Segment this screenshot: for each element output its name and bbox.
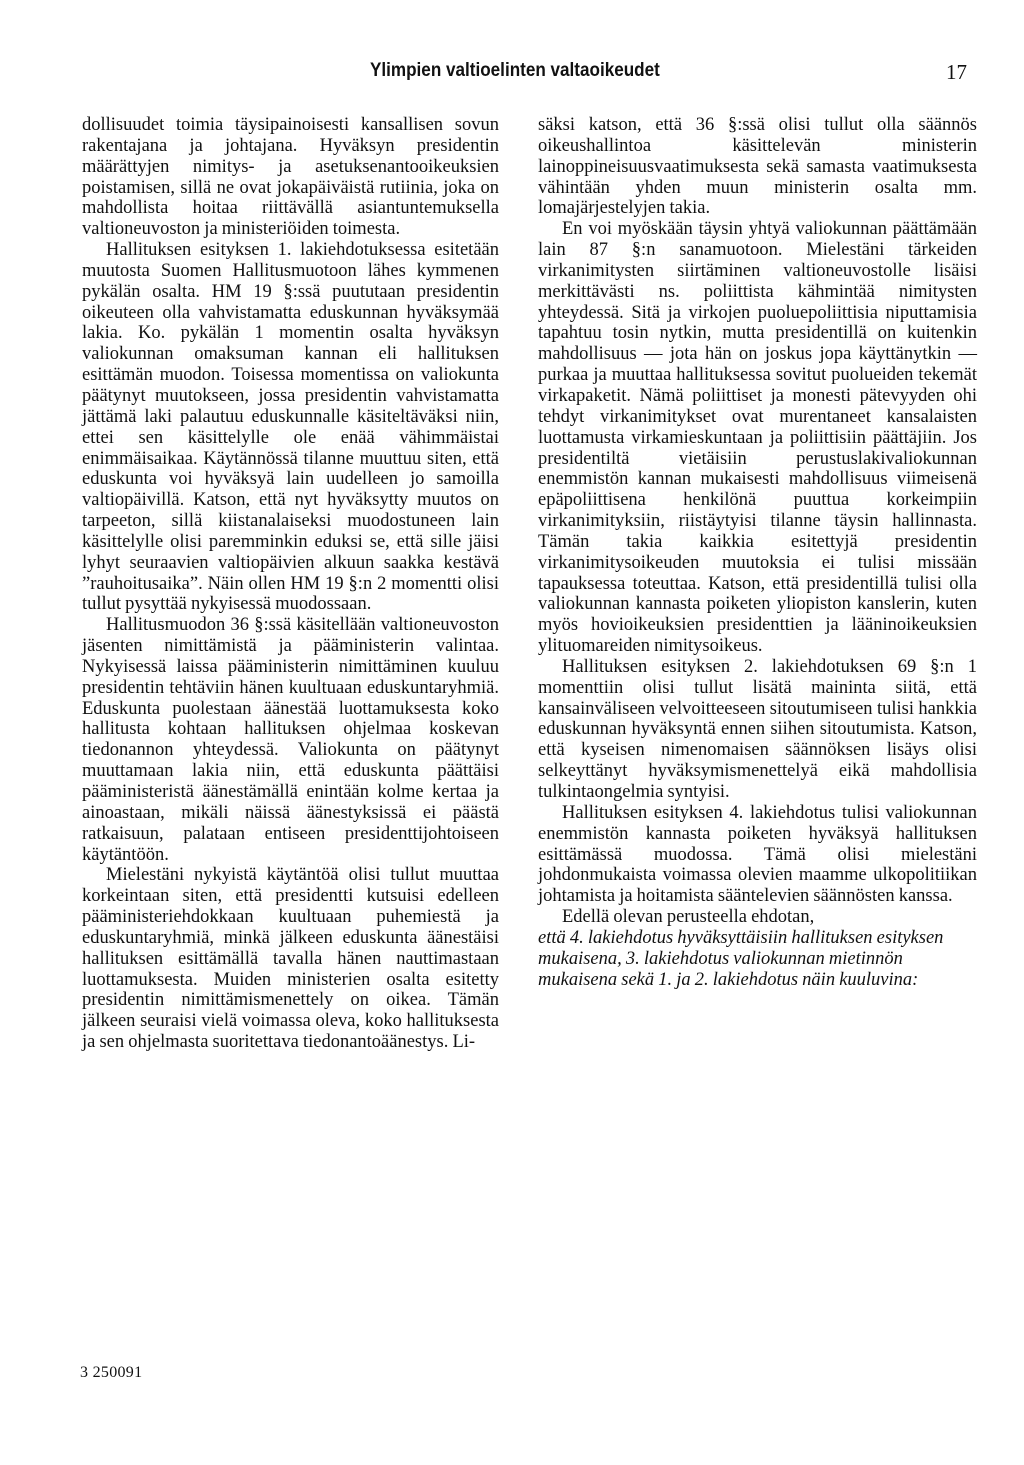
paragraph: dollisuudet toimia täysipainoisesti kansallisen sovun rakentajana ja johtajana. Hyväksyn presidentin määrättyjen nimitys- ja asetuksenantooikeuksien poistamisen, sillä ne ovat jokapäiväistä rutiinia, joka on mahdollista hoitaa riittävällä asiantuntemuksella valtioneuvoston ja ministeriöiden toimesta. (82, 115, 499, 240)
paragraph: En voi myöskään täysin yhtyä valiokunnan päättämään lain 87 §:n sanamuotoon. Mielestäni tärkeiden virkanimitysten siirtäminen valtioneuvostolle lisäisi merkittävästi ns. poliittista kähmintää nimitysten yhteydessä. Sitä ja virkojen puoluepoliittisia niputtamisia tapahtuu tosin nytkin, mutta presidentillä on kuitenkin mahdollisuus — jota hän on joskus jopa käyttänytkin — purkaa ja muuttaa hallituksessa sovitut puolueiden tekemät virkapaketit. Nämä poliittiset ja monesti pätevyyden ohi tehdyt virkanimitykset ovat murentaneet kansalaisten luottamusta virkamieskuntaan ja poliittisiin päättäjiin. Jos presidentiltä vietäisiin perustuslakivaliokunnan enemmistön kannan mukaisesti mahdollisuus viimeisenä epäpoliittisena henkilönä puuttua korkeimpiin virkanimityksiin, riistäytyisi tilanne täysin hallinnasta. Tämän takia kaikkia esitettyjä presidentin virkanimitysoikeuden muutoksia ei tulisi missään tapauksessa toteuttaa. Katson, että presidentillä tulisi olla valiokunnan kannasta poiketen yliopiston kanslerin, kuten myös hovioikeuksien presidenttien ja lääninoikeuksien ylituomareiden nimitysoikeus. (538, 219, 977, 657)
left-column (82, 115, 499, 1053)
right-column (538, 115, 977, 990)
paragraph: Edellä olevan perusteella ehdotan, (562, 907, 815, 928)
footer-print-code: 3 250091 (80, 1364, 143, 1381)
paragraph: Mielestäni nykyistä käytäntöä olisi tullut muuttaa korkeintaan siten, että presidentti kutsuisi edelleen pääministeriehdokkaan kuultuaan puhemiestä ja eduskuntaryhmiä, minkä jälkeen eduskunta äänestäisi hallituksen esittämällä tavalla hänen nauttimastaan luottamuksesta. Muiden ministerien osalta esitetty presidentin nimittämismenettely on oikea. Tämän jälkeen seuraisi vielä voimassa oleva, koko hallituksesta ja sen ohjelmasta suoritettava tiedonantoäänestys. Li- (82, 865, 499, 1053)
running-header-title: Ylimpien valtioelinten valtaoikeudet (370, 60, 660, 81)
paragraph: Hallituksen esityksen 2. lakiehdotuksen 69 §:n 1 momenttiin olisi tullut lisätä maininta siitä, että kansainväliseen velvoitteeseen sitoutumiseen tulisi hankkia eduskunnan hyväksyntä ennen siihen sitoutumista. Katson, että kyseisen nimenomaisen säännöksen lisäys olisi selkeyttänyt hyväksymismenettelyä eikä mahdollisia tulkintaongelmia syntyisi. (538, 656, 977, 802)
paragraph: Hallituksen esityksen 4. lakiehdotus tulisi valiokunnan enemmistön kannasta poiketen hyväksyä hallituksen esittämässä muodossa. Tämä olisi mielestäni johdonmukaista voimassa olevien maamme ulkopolitiikan johtamista ja hoitamista sääntelevien säännösten kanssa. (538, 802, 977, 907)
page-number: 17 (946, 60, 967, 84)
paragraph: Hallituksen esityksen 1. lakiehdotuksessa esitetään muutosta Suomen Hallitusmuotoon lähes kymmenen pykälän osalta. HM 19 §:ssä puututaan presidentin oikeuteen olla vahvistamatta eduskunnan hyväksymää lakia. Ko. pykälän 1 momentin osalta hyväksyn valiokunnan omaksuman kannan eli hallituksen esittämän muodon. Toisessa momentissa on valiokunta päätynyt muutokseen, jossa presidentin vahvistamatta jättämä laki palautuu eduskunnalle käsiteltäväksi niin, ettei sen käsittelylle ole enää vähimmäistai enimmäisaikaa. Käytännössä tilanne muuttuu siten, että eduskunta voi hyväksyä lain uudelleen jo samoilla valtiopäivillä. Katson, että nyt hyväksytty muutos on tarpeeton, sillä kiistanalaiseksi muodostuneen lain käsittelylle olisi paremminkin eduksi se, että sille jäisi lyhyt seuraavien valtiopäivien alkuun saakka kestävä ”rauhoitusaika”. Näin ollen HM 19 §:n 2 momentti olisi tullut pysyttää nykyisessä muodossaan. (82, 240, 499, 615)
proposal-text: että 4. lakiehdotus hyväksyttäisiin hallituksen esityksen mukaisena, 3. lakiehdotus valiokunnan mietinnön mukaisena sekä 1. ja 2. lakiehdotus näin kuuluvina: (538, 927, 944, 990)
paragraph: Hallitusmuodon 36 §:ssä käsitellään valtioneuvoston jäsenten nimittämistä ja pääministerin valintaa. Nykyisessä laissa pääministerin nimittäminen kuuluu presidentin tehtäviin hänen kuultuaan eduskuntaryhmiä. Eduskunta puolestaan äänestää luottamuksesta koko hallitusta kohtaan hallituksen ohjelmaa koskevan tiedonannon yhteydessä. Valiokunta on päätynyt muuttamaan lakia niin, että eduskunta päättäisi pääministeristä äänestämällä enintään kolme kertaa ja ainoastaan, mikäli näissä äänestyksissä ei päästä ratkaisuun, palataan entiseen presidenttijohtoiseen käytäntöön. (82, 615, 499, 865)
paragraph: säksi katson, että 36 §:ssä olisi tullut olla säännös oikeushallintoa käsittelevän ministerin lainoppineisuusvaatimuksesta sekä samasta vaatimuksesta vähintään yhden muun ministerin osalta mm. lomajärjestelyjen takia. (538, 115, 977, 219)
